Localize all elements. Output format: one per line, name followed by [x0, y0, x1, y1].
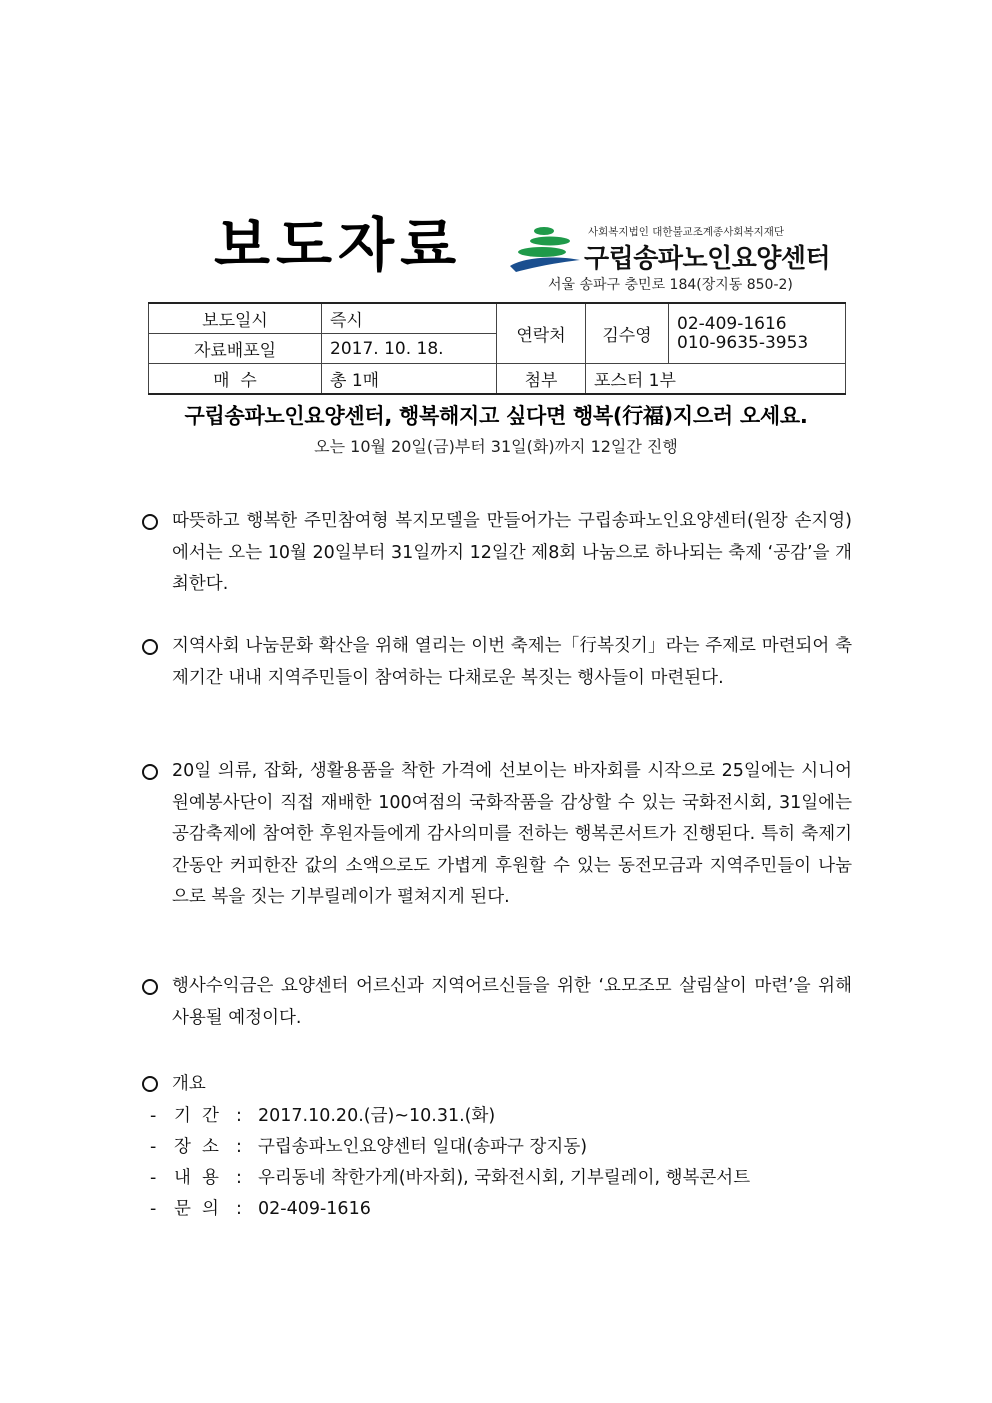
- pages-label: 매 수: [149, 364, 322, 395]
- circle-bullet-icon: [142, 1076, 158, 1092]
- outline-item-place: [150, 1132, 750, 1163]
- outline-colon: :: [236, 1168, 242, 1188]
- logo-name: 구립송파노인요양센터: [584, 244, 831, 274]
- outline-colon: :: [236, 1106, 242, 1126]
- headline: 구립송파노인요양센터, 행복해지고 싶다면 행복(行福)지으러 오세요.: [184, 404, 808, 428]
- outline-key: 기 간: [174, 1106, 219, 1126]
- outline-dash: -: [150, 1137, 157, 1157]
- paragraph-3: 20일 의류, 잡화, 생활용품을 착한 가격에 선보이는 바자회를 시작으로 25일에는 시니어원예봉사단이 직접 재배한 100여점의 국화작품을 감상할 수 있는 국화전시회, 31일에는 공감축제에 참여한 후원자들에게 감사의미를 전하는 행복콘서트가 진행된다. 특히 축제기간동안 커피한잔 값의 소액으로도 가볍게 후원할 수 있는 동전모금과 지역주민들이 나눔으로 복을 짓는 기부릴레이가 펼쳐지게 된다.: [172, 761, 852, 907]
- contact-name: 김수영: [586, 303, 669, 364]
- circle-bullet-icon: [142, 639, 158, 655]
- contact-phones: [669, 303, 846, 364]
- outline-key: 내 용: [174, 1168, 219, 1188]
- logo-subtitle: 사회복지법인 대한불교조계종사회복지재단: [588, 226, 785, 238]
- outline-key: 장 소: [174, 1137, 219, 1157]
- circle-bullet-icon: [142, 979, 158, 995]
- address: 서울 송파구 충민로 184(장지동 850-2): [548, 277, 793, 293]
- paragraph-1: 따뜻하고 행복한 주민참여형 복지모델을 만들어가는 구립송파노인요양센터(원장 손지영)에서는 오는 10월 20일부터 31일까지 12일간 제8회 나눔으로 하나되는 축제 ‘공감’을 개최한다.: [172, 511, 852, 594]
- outline-key: 문 의: [174, 1199, 219, 1219]
- paragraph-4: 행사수익금은 요양센터 어르신과 지역어르신들을 위한 ‘요모조모 살림살이 마련’을 위해 사용될 예정이다.: [172, 976, 852, 1028]
- subheadline: 오는 10월 20일(금)부터 31일(화)까지 12일간 진행: [314, 437, 678, 456]
- date-label: 자료배포일: [149, 334, 322, 364]
- date-value: 2017. 10. 18.: [322, 334, 497, 364]
- pages-value: 총 1매: [322, 364, 497, 395]
- outline-value: 2017.10.20.(금)~10.31.(화): [258, 1106, 496, 1126]
- outline-item-content: [150, 1163, 750, 1194]
- attach-value: 포스터 1부: [586, 364, 846, 395]
- outline-value: 02-409-1616: [258, 1199, 371, 1219]
- outline-value: 우리동네 착한가게(바자회), 국화전시회, 기부릴레이, 행복콘서트: [258, 1168, 751, 1188]
- outline-item-period: [150, 1101, 750, 1132]
- contact-label: 연락처: [497, 303, 586, 364]
- attach-label: 첨부: [497, 364, 586, 395]
- outline-item-inquiry: [150, 1194, 750, 1225]
- outline-value: 구립송파노인요양센터 일대(송파구 장지동): [258, 1137, 588, 1157]
- outline-title: 개요: [172, 1074, 206, 1094]
- contact-phone-1: 02-409-1616: [677, 313, 787, 334]
- release-value: 즉시: [322, 303, 497, 334]
- outline-dash: -: [150, 1199, 157, 1219]
- outline-colon: :: [236, 1137, 242, 1157]
- circle-bullet-icon: [142, 514, 158, 530]
- document-title: 보도자료: [214, 211, 463, 279]
- outline-dash: -: [150, 1168, 157, 1188]
- circle-bullet-icon: [142, 764, 158, 780]
- paragraph-2: 지역사회 나눔문화 확산을 위해 열리는 이번 축제는「行복짓기」라는 주제로 마련되어 축제기간 내내 지역주민들이 참여하는 다채로운 복짓는 행사들이 마련된다.: [172, 636, 852, 688]
- release-label: 보도일시: [149, 303, 322, 334]
- bonsai-tree-icon: [508, 222, 584, 278]
- outline-colon: :: [236, 1199, 242, 1219]
- outline-dash: -: [150, 1106, 157, 1126]
- release-info-table: [148, 302, 846, 395]
- contact-phone-2: 010-9635-3953: [677, 332, 809, 353]
- outline-list: [150, 1101, 750, 1225]
